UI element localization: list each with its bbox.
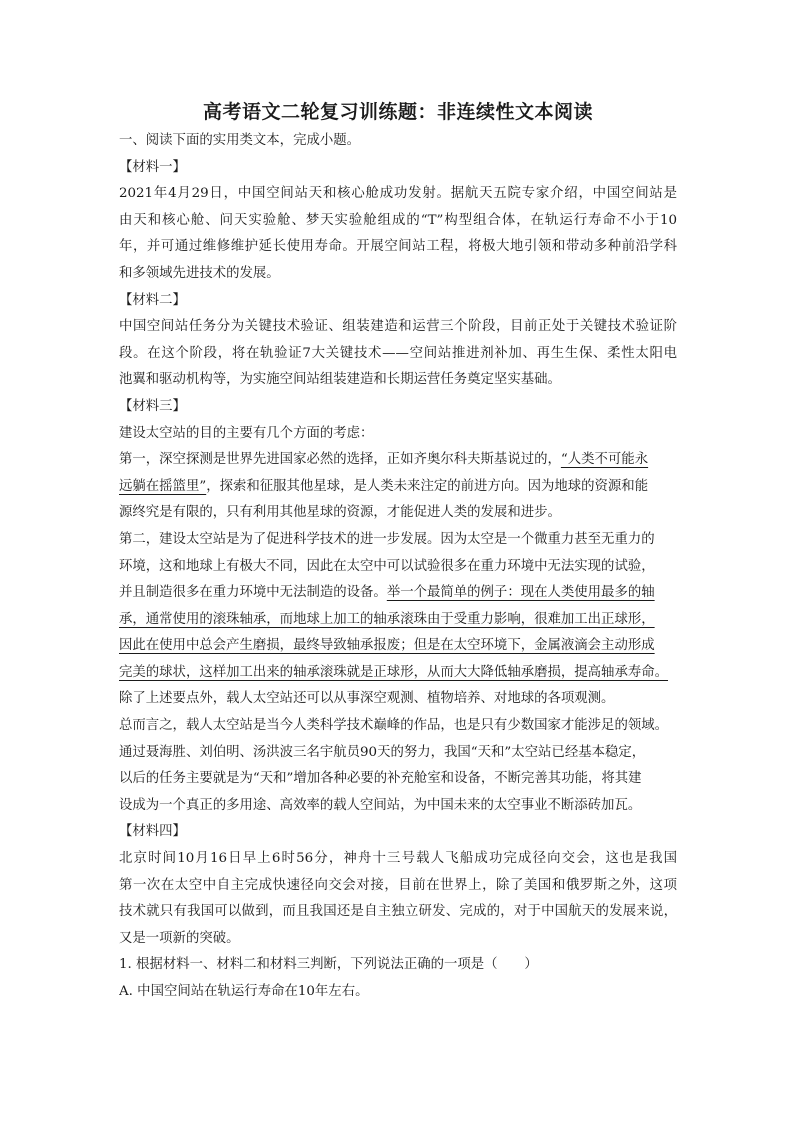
underlined-example: 因此在使用中总会产生磨损，最终导致轴承报废；但是在太空环境下，金属液滴会主动形成	[119, 638, 655, 654]
material3-line	[119, 607, 677, 634]
material3-line: 除了上述要点外，载人太空站还可以从事深空观测、植物培养、对地球的各项观测。	[119, 691, 615, 707]
question-stem: 1. 根据材料一、材料二和材料三判断，下列说法正确的一项是（ ）	[119, 957, 538, 973]
material3-line: 设成为一个真正的多用途、高效率的载人空间站，为中国未来的太空事业不断添砖加瓦。	[119, 797, 642, 813]
material3-line	[119, 580, 677, 607]
material3-line: 以后的任务主要就是为“天和”增加各种必要的补充舱室和设备，不断完善其功能，将其建	[119, 771, 642, 787]
material3-line	[119, 447, 677, 474]
material4-line: 第一次在太空中自主完成快速径向交会对接，目前在世界上，除了美国和俄罗斯之外，这项	[119, 877, 677, 893]
document-body	[119, 128, 677, 1006]
material3-line	[119, 660, 677, 687]
underlined-example: 完美的球状，这样加工出来的轴承滚珠就是正球形，从而大大降低轴承磨损，提高轴承寿命。	[119, 664, 669, 680]
material3-line: 建设太空站的目的主要有几个方面的考虑：	[119, 425, 374, 441]
material4-line: 又是一项新的突破。	[119, 930, 240, 946]
text-segment: 第一，深空探测是世界先进国家必然的选择，正如齐奥尔科夫斯基说过的，	[119, 452, 561, 468]
text-segment: 并且制造很多在重力环境中无法制造的设备。	[119, 585, 387, 601]
material1-line: 2021年4月29日，中国空间站天和核心舱成功发射。据航天五院专家介绍，中国空间站是	[119, 186, 677, 202]
material1-heading: 【材料一】	[119, 159, 186, 175]
text-segment: ，探索和征服其他星球，是人类未来注定的前进方向。因为地球的资源和能	[206, 478, 649, 494]
material3-line: 环境，这和地球上有极大不同，因此在太空中可以试验很多在重力环境中无法实现的试验，	[119, 558, 655, 574]
material2-line: 池翼和驱动机构等，为实施空间站组装建造和长期运营任务奠定坚实基础。	[119, 372, 561, 388]
material3-line: 通过聂海胜、刘伯明、汤洪波三名宇航员90天的努力，我国“天和”太空站已经基本稳定，	[119, 744, 646, 760]
material2-line: 中国空间站任务分为关键技术验证、组装建造和运营三个阶段，目前正处于关键技术验证阶	[119, 319, 677, 335]
underlined-quote: “人类不可能永	[560, 452, 649, 468]
material2-heading: 【材料二】	[119, 292, 186, 308]
underlined-example: 举一个最简单的例子：现在人类使用最多的轴	[386, 585, 655, 601]
page-title: 高考语文二轮复习训练题：非连续性文本阅读	[202, 101, 593, 123]
material1-line: 由天和核心舱、问天实验舱、梦天实验舱组成的“T”构型组合体，在轨运行寿命不小于10	[119, 212, 677, 228]
material3-heading: 【材料三】	[119, 398, 186, 414]
material3-line: 第二，建设太空站是为了促进科学技术的进一步发展。因为太空是一个微重力甚至无重力的	[119, 531, 655, 547]
material1-line: 和多领域先进技术的发展。	[119, 265, 280, 281]
material2-line: 段。在这个阶段，将在轨验证7大关键技术——空间站推进剂补加、再生生保、柔性太阳电	[119, 345, 677, 361]
material4-line: 技术就只有我国可以做到，而且我国还是自主独立研发、完成的，对于中国航天的发展来说，	[119, 904, 677, 920]
instruction: 一、阅读下面的实用类文本，完成小题。	[119, 133, 361, 148]
material3-line	[119, 474, 677, 501]
underlined-example: 承，通常使用的滚珠轴承，而地球上加工的轴承滚珠由于受重力影响，很难加工出正球形，	[119, 611, 655, 627]
material3-line	[119, 633, 677, 660]
material4-heading: 【材料四】	[119, 824, 186, 840]
underlined-quote: 远躺在摇篮里”	[119, 478, 207, 494]
material3-line: 总而言之，载人太空站是当今人类科学技术巅峰的作品，也是只有少数国家才能涉足的领域。	[119, 718, 669, 734]
material1-line: 年，并可通过维修维护延长使用寿命。开展空间站工程，将极大地引领和带动多种前沿学科	[119, 239, 677, 255]
option-a: A. 中国空间站在轨运行寿命在10年左右。	[119, 984, 369, 999]
material3-line: 源终究是有限的，只有利用其他星球的资源，才能促进人类的发展和进步。	[119, 505, 561, 521]
material4-line: 北京时间10月16日早上6时56分，神舟十三号载人飞船成功完成径向交会，这也是我国	[119, 851, 677, 867]
